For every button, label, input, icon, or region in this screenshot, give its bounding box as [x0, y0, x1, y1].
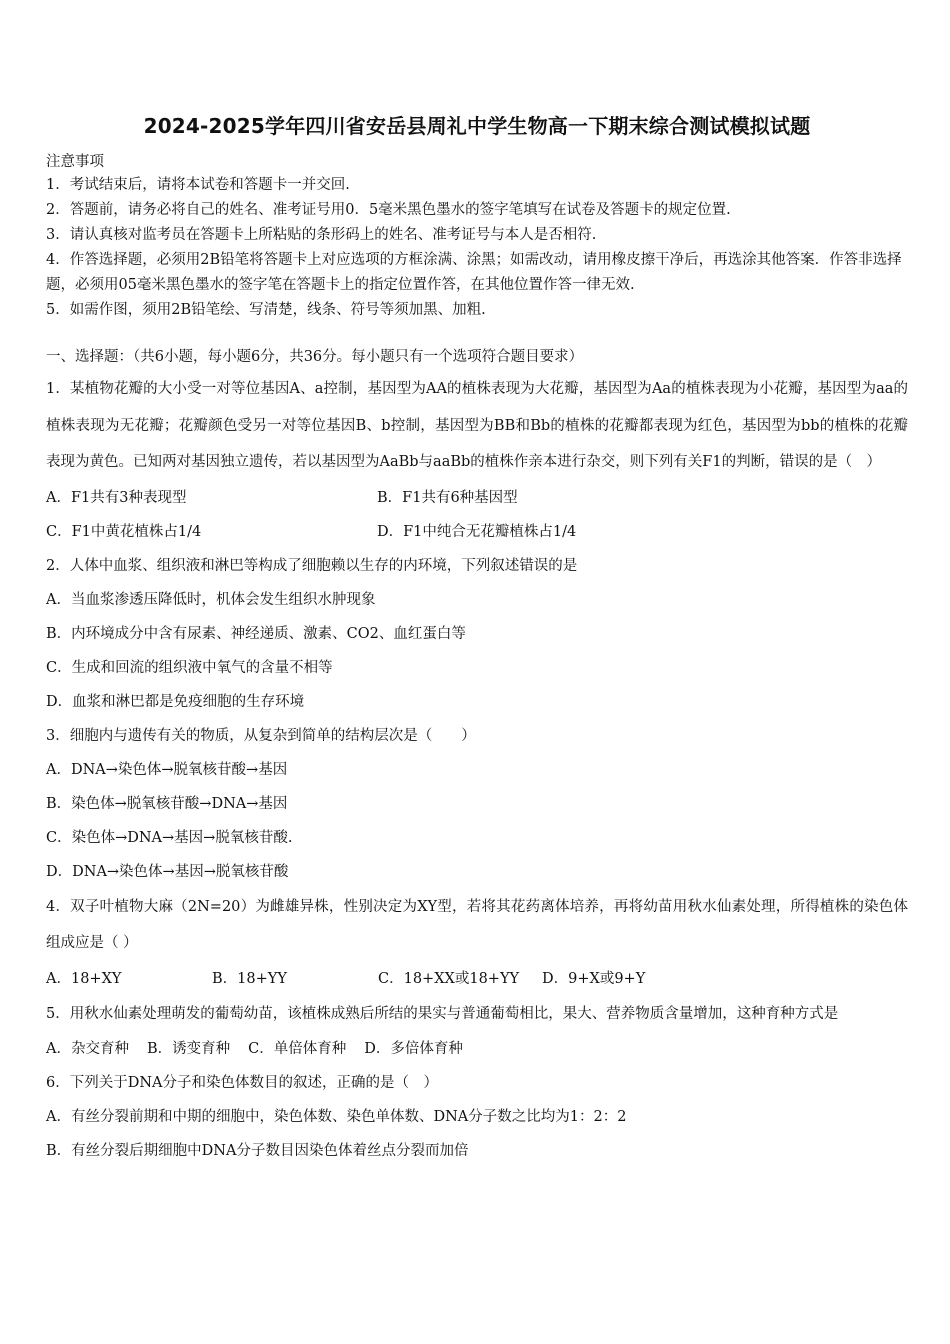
- question-4-option-c: C．18+XX或18+YY: [378, 970, 520, 987]
- question-1-option-b: B．F1共有6种基因型: [377, 489, 518, 506]
- page-title: 2024-2025学年四川省安岳县周礼中学生物高一下期末综合测试模拟试题: [143, 114, 811, 138]
- question-6-stem: 6．下列关于DNA分子和染色体数目的叙述，正确的是（ ）: [46, 1075, 439, 1091]
- question-1-stem: 1．某植物花瓣的大小受一对等位基因A、a控制，基因型为AA的植株表现为大花瓣，基因型为Aa的植株表现为小花瓣，基因型为aa的植株表现为无花瓣；花瓣颜色受另一对等位基因B、b控制，基因型为BB和Bb的植株的花瓣都表现为红色，基因型为bb的植株的花瓣表现为黄色。已知两对基因独立遗传，若以基因型为AaBb与aaBb的植株作亲本进行杂交，则下列有关F1的判断，错误的是（ ）: [46, 381, 908, 470]
- question-1-options-row-1: [46, 481, 908, 515]
- question-4-options: [46, 962, 908, 996]
- spacer: [46, 323, 908, 345]
- question-5-option-c: C．单倍体育种: [248, 1041, 347, 1057]
- question-1-option-d: D．F1中纯合无花瓣植株占1/4: [377, 523, 577, 540]
- question-1-option-a: A．F1共有3种表现型: [46, 489, 187, 506]
- question-2-option-a: A．当血浆渗透压降低时，机体会发生组织水肿现象: [46, 591, 376, 608]
- question-5-options: [46, 1032, 908, 1066]
- question-5-stem: 5．用秋水仙素处理萌发的葡萄幼苗，该植株成熟后所结的果实与普通葡萄相比，果大、营养物质含量增加，这种育种方式是: [46, 1005, 839, 1022]
- notice-item-3: 3．请认真核对监考员在答题卡上所粘贴的条形码上的姓名、准考证号与本人是否相符.: [46, 227, 597, 243]
- question-3-stem: 3．细胞内与遗传有关的物质，从复杂到简单的结构层次是（ ）: [46, 727, 476, 744]
- question-2-stem: 2．人体中血浆、组织液和淋巴等构成了细胞赖以生存的内环境，下列叙述错误的是: [46, 557, 578, 574]
- exam-page: [46, 110, 908, 1168]
- question-5-option-b: B．诱变育种: [146, 1041, 231, 1057]
- question-5-option-d: D．多倍体育种: [364, 1041, 463, 1057]
- notice-item-1: 1．考试结束后，请将本试卷和答题卡一并交回.: [46, 177, 350, 193]
- question-2-option-d: D．血浆和淋巴都是免疫细胞的生存环境: [46, 693, 305, 710]
- question-3-option-c: C．染色体→DNA→基因→脱氧核苷酸.: [46, 829, 293, 846]
- question-1-options-row-2: [46, 515, 908, 549]
- question-3-option-b: B．染色体→脱氧核苷酸→DNA→基因: [46, 795, 288, 812]
- question-5-option-a: A．杂交育种: [46, 1041, 129, 1057]
- question-4-option-a: A．18+XY: [46, 970, 122, 987]
- question-4-stem: 4．双子叶植物大麻（2N=20）为雌雄异株，性别决定为XY型，若将其花药离体培养，再将幼苗用秋水仙素处理，所得植株的染色体组成应是（ ）: [46, 898, 908, 951]
- question-3-option-d: D．DNA→染色体→基因→脱氧核苷酸: [46, 863, 289, 880]
- question-3-option-a: A．DNA→染色体→脱氧核苷酸→基因: [46, 761, 288, 778]
- notice-heading: 注意事项: [46, 154, 104, 170]
- question-6-option-a: A．有丝分裂前期和中期的细胞中，染色体数、染色单体数、DNA分子数之比均为1：2：2: [46, 1109, 627, 1125]
- question-2-option-c: C．生成和回流的组织液中氧气的含量不相等: [46, 659, 333, 676]
- notice-item-5: 5．如需作图，须用2B铅笔绘、写清楚，线条、符号等须加黑、加粗.: [46, 302, 486, 318]
- question-1-option-c: C．F1中黄花植株占1/4: [46, 523, 202, 540]
- question-4-option-d: D．9+X或9+Y: [542, 970, 646, 987]
- notice-item-4: 4．作答选择题，必须用2B铅笔将答题卡上对应选项的方框涂满、涂黑；如需改动，请用橡皮擦干净后，再选涂其他答案．作答非选择题，必须用05毫米黑色墨水的签字笔在答题卡上的指定位置作答，在其他位置作答一律无效.: [46, 252, 902, 293]
- question-4-option-b: B．18+YY: [212, 970, 287, 987]
- notice-item-2: 2．答题前，请务必将自己的姓名、准考证号用0．5毫米黑色墨水的签字笔填写在试卷及答题卡的规定位置.: [46, 202, 731, 218]
- section-heading: 一、选择题：（共6小题，每小题6分，共36分。每小题只有一个选项符合题目要求）: [46, 349, 584, 365]
- question-2-option-b: B．内环境成分中含有尿素、神经递质、激素、CO2、血红蛋白等: [46, 625, 466, 642]
- question-6-option-b: B．有丝分裂后期细胞中DNA分子数目因染色体着丝点分裂而加倍: [46, 1143, 469, 1159]
